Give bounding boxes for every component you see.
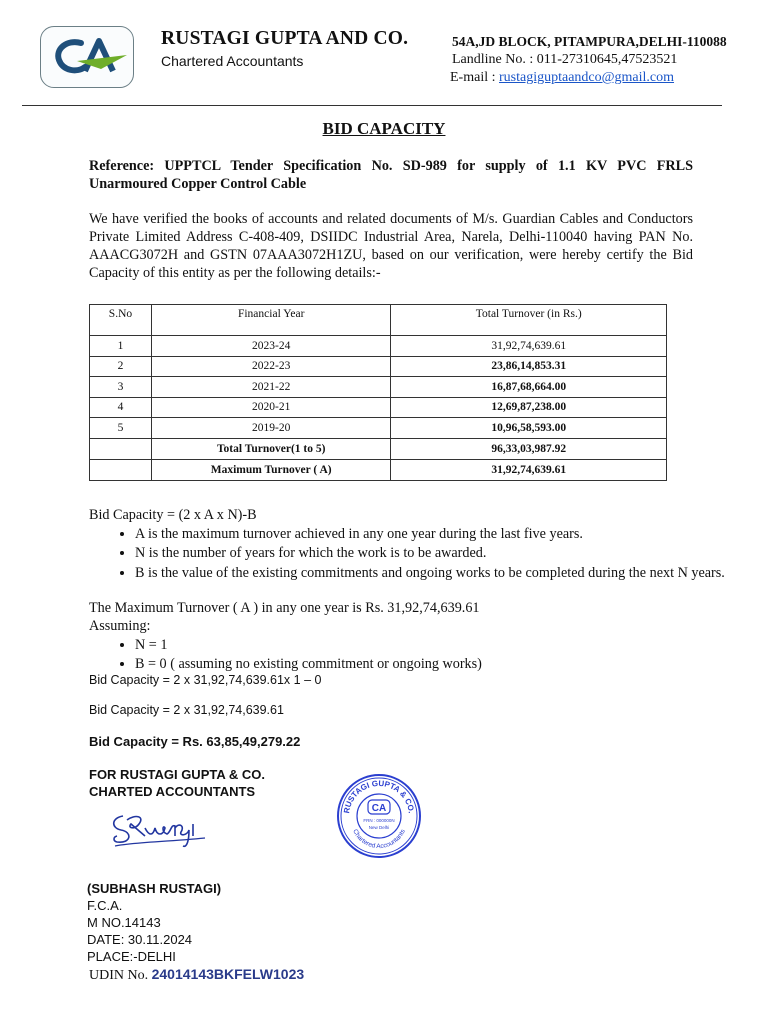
max-value: 31,92,74,639.61 xyxy=(391,459,667,480)
designation: F.C.A. xyxy=(87,898,123,913)
table-row xyxy=(90,397,667,418)
svg-text:Chartered Accountants xyxy=(351,828,407,850)
cell-sno: 5 xyxy=(90,418,152,439)
cell-turnover: 31,92,74,639.61 xyxy=(391,336,667,357)
cell-empty xyxy=(90,459,152,480)
table-row xyxy=(90,336,667,357)
max-label: Maximum Turnover ( A) xyxy=(151,459,391,480)
assumption-list xyxy=(89,636,739,675)
certification-text: We have verified the books of accounts and related documents of M/s. Guardian Cables and Conductors Private Limited Address C-408-409, DSIIDC Industrial Area, Narela, Delhi-110040 having PAN No. AAACG3072H and GSTN 07AAA3072H1ZU, based on our verification, were hereby certify the Bid Capacity of this entity as per the following details:- xyxy=(89,211,693,281)
firm-type: CHARTED ACCOUNTANTS xyxy=(89,784,256,799)
cell-sno: 2 xyxy=(90,356,152,377)
firm-logo xyxy=(40,26,134,88)
date: DATE: 30.11.2024 xyxy=(87,932,193,947)
list-item: • B is the value of the existing commitments and ongoing works to be completed during the next N years. xyxy=(135,564,739,582)
stamp-city: New Delhi xyxy=(368,825,390,830)
calc-line-2: Bid Capacity = 2 x 31,92,74,639.61 xyxy=(89,703,284,717)
firm-name: RUSTAGI GUPTA AND CO. xyxy=(161,28,409,49)
place: PLACE:-DELHI xyxy=(87,949,176,964)
stamp-bottom-text: Chartered Accountants xyxy=(351,828,407,851)
udin-line xyxy=(89,966,304,984)
cell-turnover: 12,69,87,238.00 xyxy=(391,397,667,418)
stamp-seal-icon xyxy=(336,773,422,859)
calc-line-1: Bid Capacity = 2 x 31,92,74,639.61x 1 – 0 xyxy=(89,673,322,687)
email-label: E-mail : xyxy=(450,70,496,85)
list-item: • N is the number of years for which the work is to be awarded. xyxy=(135,544,739,562)
cell-sno: 3 xyxy=(90,377,152,398)
email-link[interactable]: rustagiguptaandco@gmail.com xyxy=(499,70,675,85)
table-header-row xyxy=(90,305,667,336)
table-row xyxy=(90,418,667,439)
stamp-top-text: RUSTAGI GUPTA & CO. xyxy=(342,778,416,814)
udin-value: 24014143BKFELW1023 xyxy=(151,966,305,982)
signer-details xyxy=(87,897,192,965)
table-row xyxy=(90,356,667,377)
for-firm: FOR RUSTAGI GUPTA & CO. xyxy=(89,767,265,782)
max-row xyxy=(90,459,667,480)
total-value: 96,33,03,987.92 xyxy=(391,438,667,459)
firm-stamp xyxy=(336,773,422,859)
signature xyxy=(105,806,215,852)
landline: Landline No. : 011-27310645,47523521 xyxy=(452,52,678,67)
email-line xyxy=(450,70,674,86)
cell-year: 2023-24 xyxy=(151,336,391,357)
cell-year: 2022-23 xyxy=(151,356,391,377)
cell-turnover: 10,96,58,593.00 xyxy=(391,418,667,439)
cell-year: 2020-21 xyxy=(151,397,391,418)
cell-turnover: 16,87,68,664.00 xyxy=(391,377,667,398)
firm-address: 54A,JD BLOCK, PITAMPURA,DELHI-110088 xyxy=(452,34,727,49)
header-year: Financial Year xyxy=(151,305,391,336)
cell-sno: 1 xyxy=(90,336,152,357)
list-item: • B = 0 ( assuming no existing commitment or ongoing works) xyxy=(135,655,739,673)
total-label: Total Turnover(1 to 5) xyxy=(151,438,391,459)
udin-label: UDIN No. xyxy=(89,968,149,983)
cell-year: 2021-22 xyxy=(151,377,391,398)
cell-turnover: 23,86,14,853.31 xyxy=(391,356,667,377)
header-divider xyxy=(22,105,722,106)
signature-scribble-icon xyxy=(105,806,215,852)
page-title: BID CAPACITY xyxy=(322,119,446,138)
cell-empty xyxy=(90,438,152,459)
cell-sno: 4 xyxy=(90,397,152,418)
assuming-label: Assuming: xyxy=(89,618,151,634)
definition-list xyxy=(89,525,739,583)
list-item: • A is the maximum turnover achieved in any one year during the last five years. xyxy=(135,525,739,543)
signer-name: (SUBHASH RUSTAGI) xyxy=(87,881,222,896)
membership-number: M NO.14143 xyxy=(87,915,161,930)
ca-logo-icon xyxy=(41,27,133,87)
max-turnover-line: The Maximum Turnover ( A ) in any one year is Rs. 31,92,74,639.61 xyxy=(89,600,480,616)
stamp-frn: FRN : 000000N xyxy=(363,818,395,823)
firm-subtitle: Chartered Accountants xyxy=(161,53,304,69)
total-row xyxy=(90,438,667,459)
list-item: • N = 1 xyxy=(135,636,739,654)
header-turnover: Total Turnover (in Rs.) xyxy=(391,305,667,336)
signatory-firm xyxy=(89,766,265,800)
cell-year: 2019-20 xyxy=(151,418,391,439)
reference-text: Reference: UPPTCL Tender Specification No. SD-989 for supply of 1.1 KV PVC FRLS Unarmoured Copper Control Cable xyxy=(89,158,693,192)
table-row xyxy=(90,377,667,398)
turnover-table xyxy=(89,304,667,481)
stamp-logo-text: CA xyxy=(371,803,387,814)
bid-capacity-result: Bid Capacity = Rs. 63,85,49,279.22 xyxy=(89,734,301,749)
formula-heading: Bid Capacity = (2 x A x N)-B xyxy=(89,507,257,523)
header-sno: S.No xyxy=(90,305,152,336)
